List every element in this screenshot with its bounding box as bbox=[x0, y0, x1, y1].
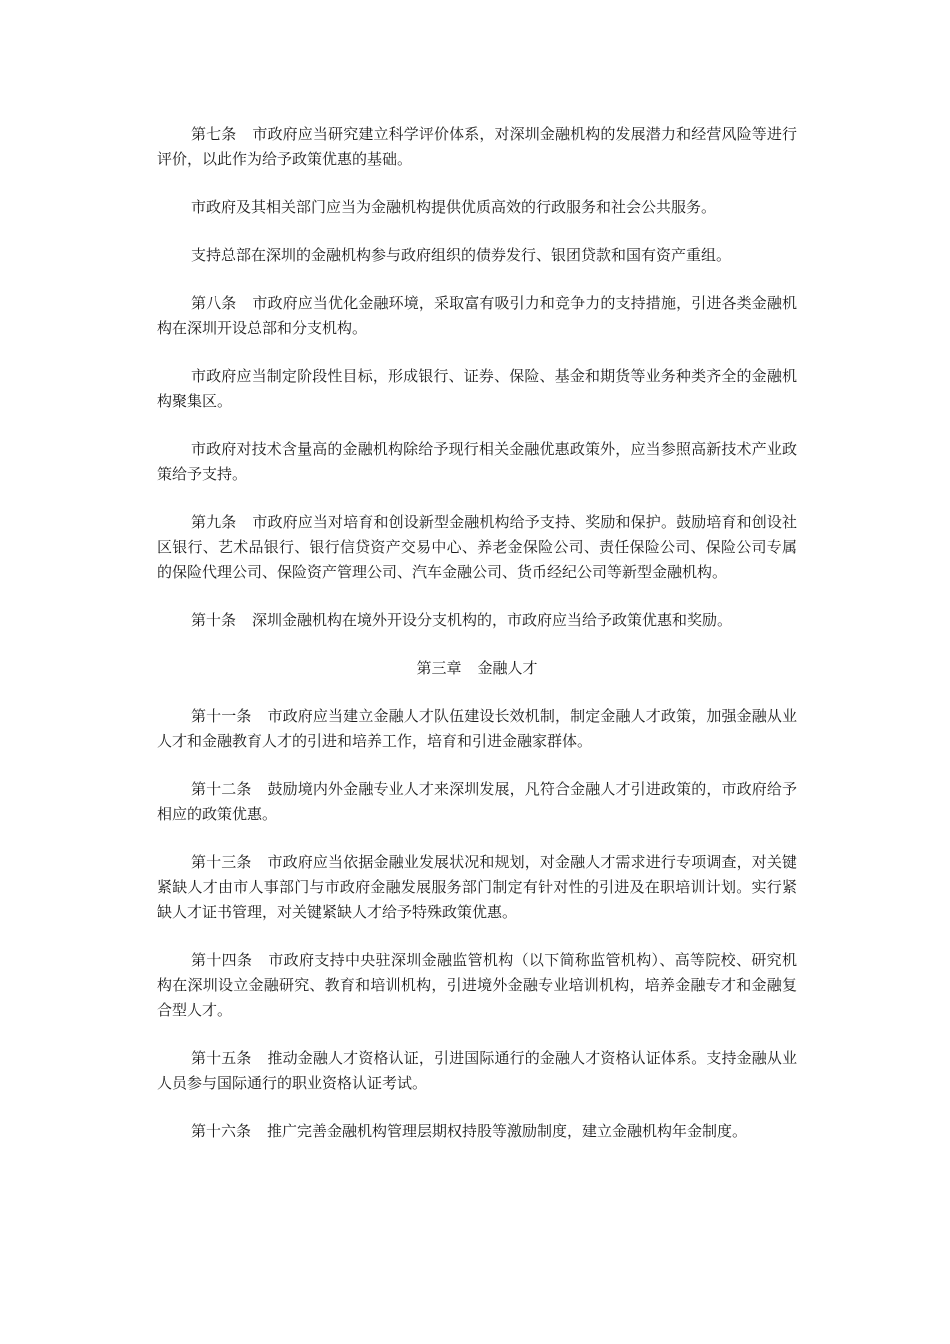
article-8-paragraph-2 bbox=[157, 364, 797, 414]
article-number: 第七条 bbox=[191, 125, 237, 143]
article-8-paragraph-3 bbox=[157, 437, 797, 487]
article-8 bbox=[157, 291, 797, 341]
article-number: 第十六条 bbox=[191, 1122, 252, 1140]
article-7 bbox=[157, 122, 797, 172]
article-text: 鼓励境内外金融专业人才来深圳发展，凡符合金融人才引进政策的，市政府给予相应的政策优惠。 bbox=[157, 780, 797, 823]
article-text: 市政府应当优化金融环境，采取富有吸引力和竞争力的支持措施，引进各类金融机构在深圳开设总部和分支机构。 bbox=[157, 294, 797, 337]
article-number: 第十条 bbox=[191, 611, 237, 629]
article-text: 市政府应当研究建立科学评价体系，对深圳金融机构的发展潜力和经营风险等进行评价，以此作为给予政策优惠的基础。 bbox=[157, 125, 797, 168]
paragraph-text: 市政府及其相关部门应当为金融机构提供优质高效的行政服务和社会公共服务。 bbox=[191, 198, 717, 216]
paragraph-text: 市政府对技术含量高的金融机构除给予现行相关金融优惠政策外，应当参照高新技术产业政策给予支持。 bbox=[157, 440, 797, 483]
article-12 bbox=[157, 777, 797, 827]
article-15 bbox=[157, 1046, 797, 1096]
article-number: 第十二条 bbox=[191, 780, 252, 798]
article-16 bbox=[157, 1119, 797, 1144]
chapter-heading bbox=[157, 656, 797, 681]
article-7-paragraph-3 bbox=[157, 243, 797, 268]
article-text: 市政府支持中央驻深圳金融监管机构（以下简称监管机构）、高等院校、研究机构在深圳设立金融研究、教育和培训机构，引进境外金融专业培训机构，培养金融专才和金融复合型人才。 bbox=[157, 951, 797, 1019]
article-9 bbox=[157, 510, 797, 585]
article-text: 市政府应当对培育和创设新型金融机构给予支持、奖励和保护。鼓励培育和创设社区银行、艺术品银行、银行信贷资产交易中心、养老金保险公司、责任保险公司、保险公司专属的保险代理公司、保险资产管理公司、汽车金融公司、货币经纪公司等新型金融机构。 bbox=[157, 513, 797, 581]
article-number: 第八条 bbox=[191, 294, 237, 312]
chapter-title: 金融人才 bbox=[477, 659, 538, 677]
chapter-number: 第三章 bbox=[416, 659, 462, 677]
article-number: 第十五条 bbox=[191, 1049, 252, 1067]
article-10 bbox=[157, 608, 797, 633]
article-number: 第九条 bbox=[191, 513, 237, 531]
article-13 bbox=[157, 850, 797, 925]
article-number: 第十一条 bbox=[191, 707, 252, 725]
article-7-paragraph-2 bbox=[157, 195, 797, 220]
article-text: 市政府应当依据金融业发展状况和规划，对金融人才需求进行专项调查，对关键紧缺人才由市人事部门与市政府金融发展服务部门制定有针对性的引进及在职培训计划。实行紧缺人才证书管理，对关键紧缺人才给予特殊政策优惠。 bbox=[157, 853, 797, 921]
article-14 bbox=[157, 948, 797, 1023]
article-text: 推广完善金融机构管理层期权持股等激励制度，建立金融机构年金制度。 bbox=[267, 1122, 748, 1140]
article-text: 市政府应当建立金融人才队伍建设长效机制，制定金融人才政策，加强金融从业人才和金融教育人才的引进和培养工作，培育和引进金融家群体。 bbox=[157, 707, 797, 750]
article-11 bbox=[157, 704, 797, 754]
article-text: 推动金融人才资格认证，引进国际通行的金融人才资格认证体系。支持金融从业人员参与国际通行的职业资格认证考试。 bbox=[157, 1049, 797, 1092]
article-text: 深圳金融机构在境外开设分支机构的，市政府应当给予政策优惠和奖励。 bbox=[252, 611, 733, 629]
paragraph-text: 支持总部在深圳的金融机构参与政府组织的债券发行、银团贷款和国有资产重组。 bbox=[191, 246, 732, 264]
document-body bbox=[157, 122, 797, 1167]
article-number: 第十四条 bbox=[191, 951, 253, 969]
article-number: 第十三条 bbox=[191, 853, 252, 871]
paragraph-text: 市政府应当制定阶段性目标，形成银行、证券、保险、基金和期货等业务种类齐全的金融机构聚集区。 bbox=[157, 367, 797, 410]
